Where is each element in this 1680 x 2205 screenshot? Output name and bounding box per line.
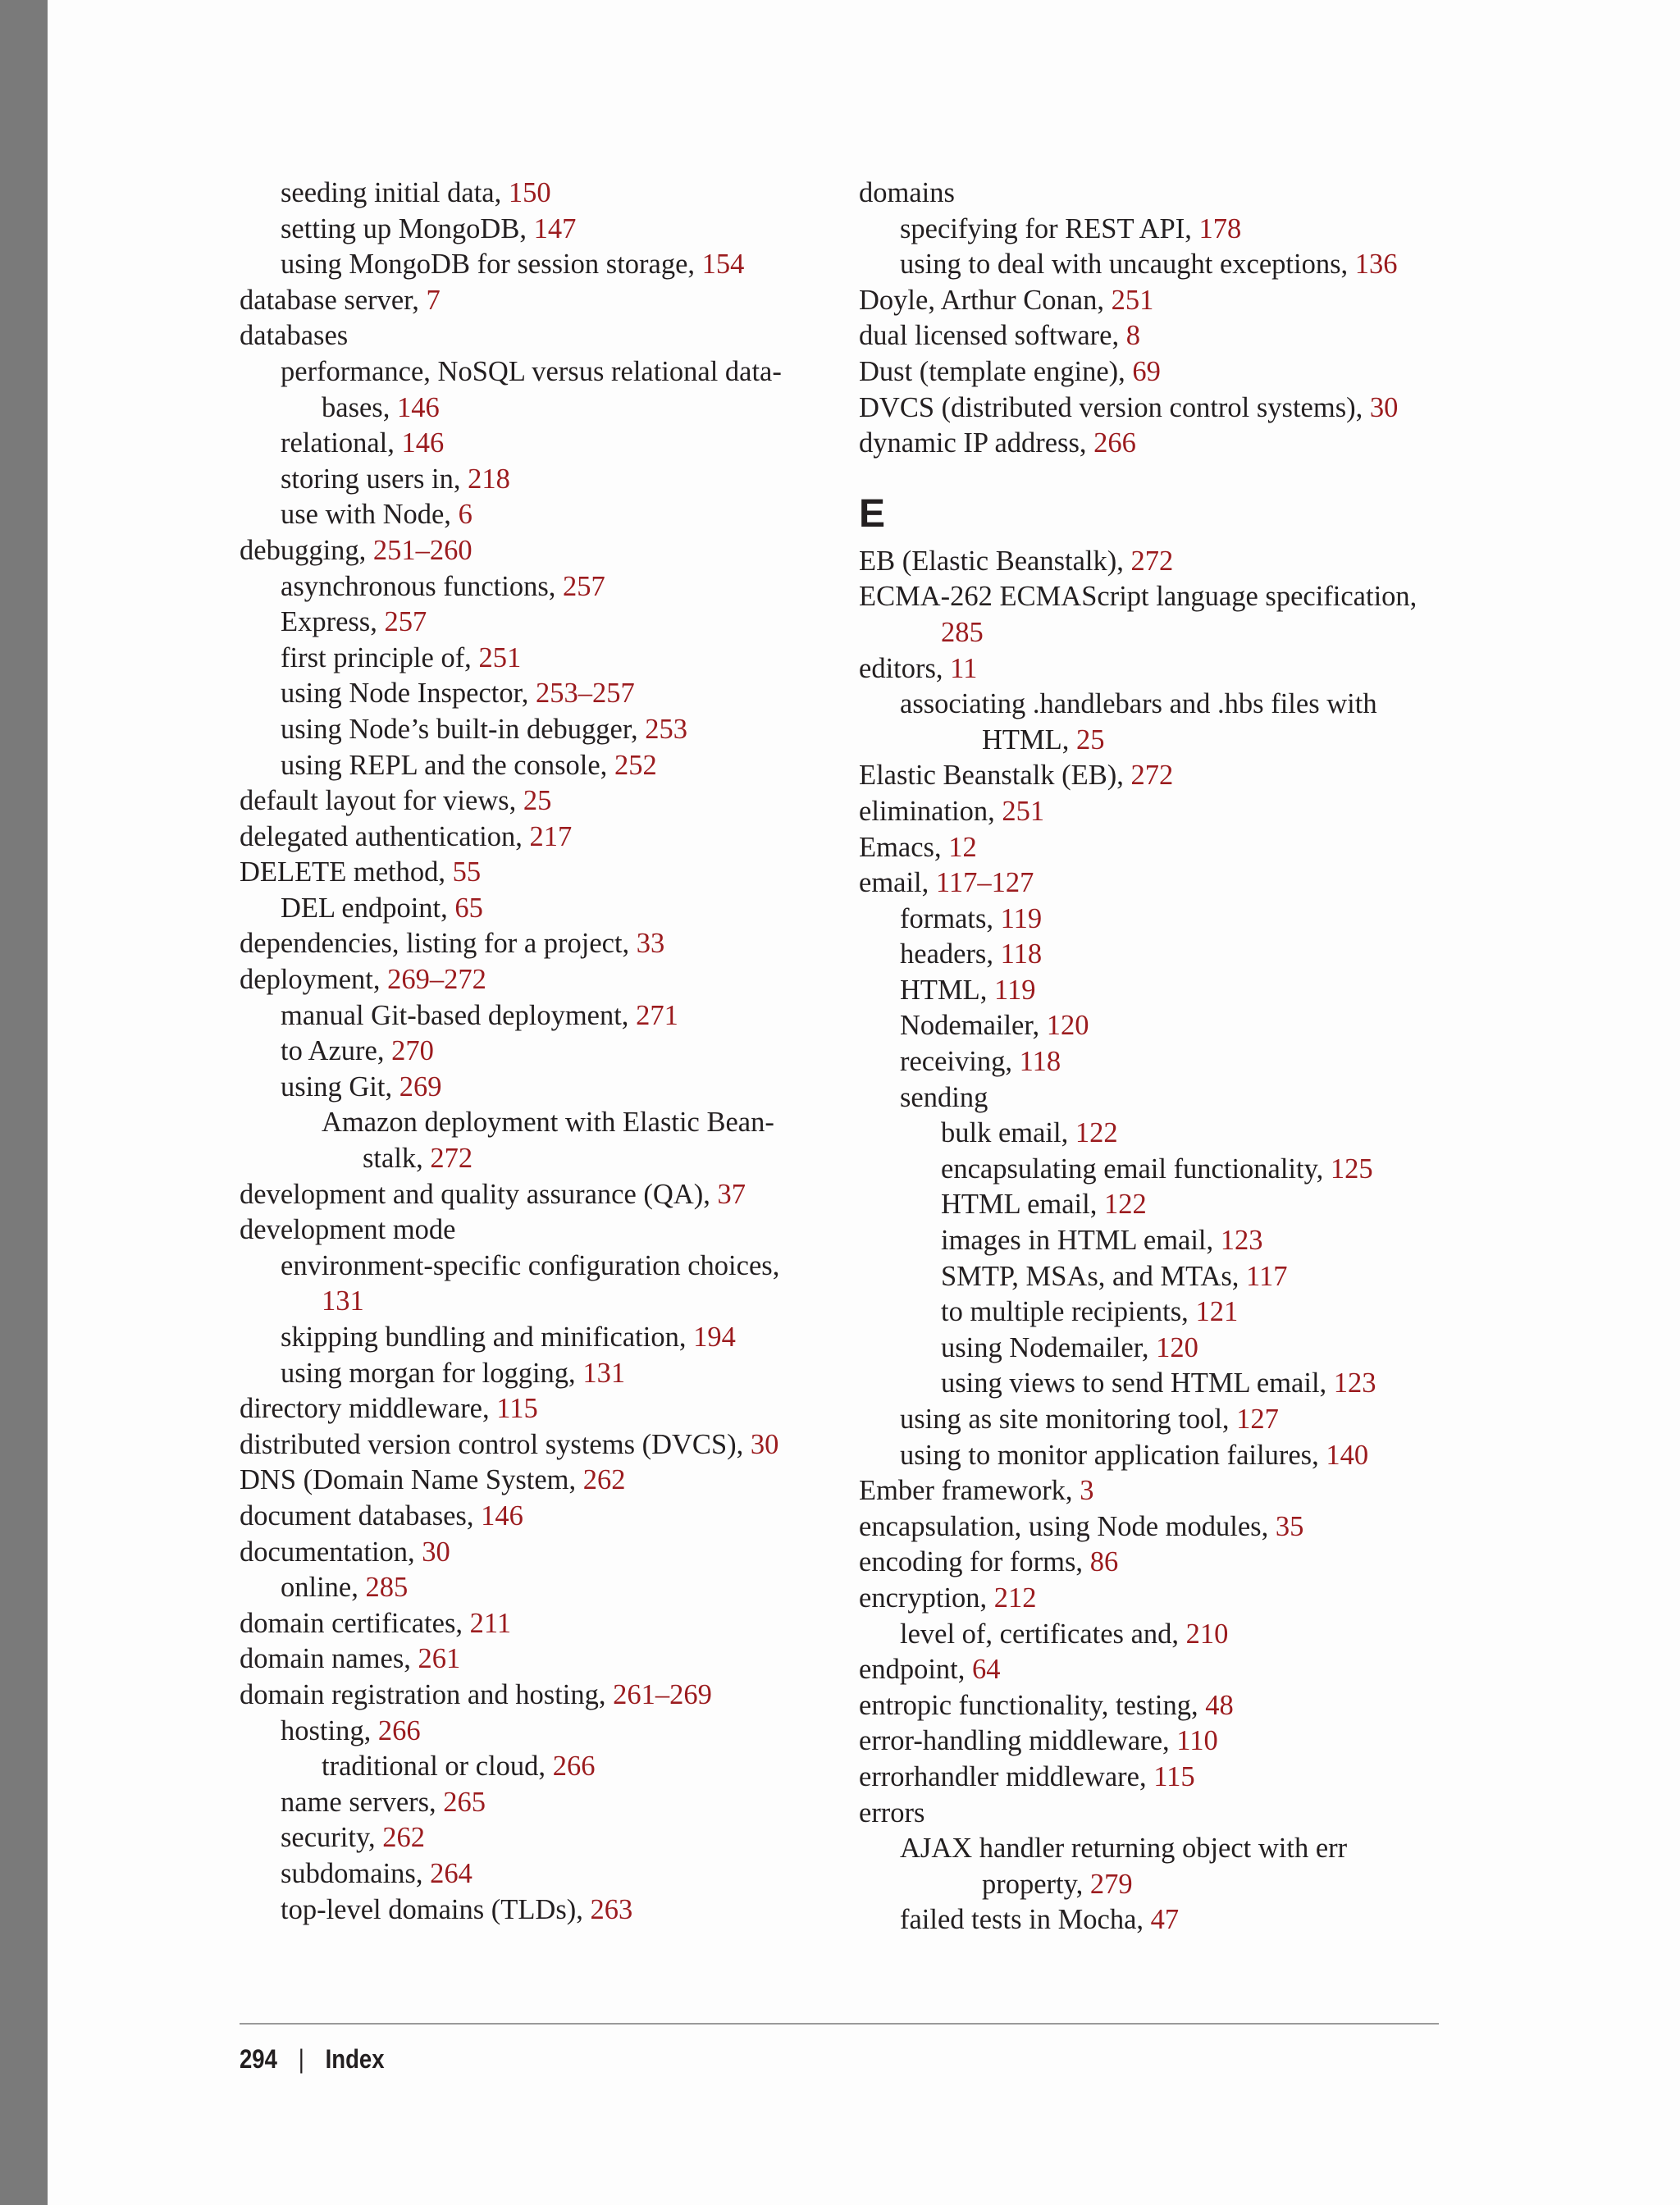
page-reference-link[interactable]: 37 [717, 1178, 746, 1210]
index-entry [240, 1641, 814, 1678]
page-reference-link[interactable]: 123 [1333, 1367, 1376, 1399]
entry-term: headers, [900, 938, 1001, 970]
index-entry [240, 1391, 814, 1427]
entry-term: using as site monitoring tool, [900, 1404, 1237, 1435]
index-entry [240, 426, 814, 462]
entry-term: DEL endpoint, [281, 892, 455, 924]
index-entry [859, 1867, 1449, 1903]
entry-term: HTML, [900, 974, 994, 1006]
entry-term: SMTP, MSAs, and MTAs, [941, 1260, 1247, 1292]
index-entry [240, 354, 814, 390]
entry-term: using Node’s built-in debugger, [281, 713, 646, 745]
index-entry [859, 544, 1449, 580]
index-entry [859, 283, 1449, 319]
page-reference-link[interactable]: 7 [426, 284, 441, 316]
index-entry [240, 926, 814, 962]
entry-term: debugging, [240, 534, 373, 566]
page-reference-link[interactable]: 269–272 [387, 964, 486, 996]
page-reference-link[interactable]: 33 [636, 928, 665, 960]
entry-term: development and quality assurance (QA), [240, 1178, 718, 1210]
page-reference-link[interactable]: 140 [1326, 1439, 1369, 1471]
entry-term: error-handling middleware, [859, 1725, 1177, 1757]
index-entry [240, 1177, 814, 1213]
scan-gutter [0, 0, 48, 2205]
page-reference-link[interactable]: 12 [948, 831, 977, 863]
page-reference-link[interactable]: 11 [950, 652, 978, 684]
page-reference-link[interactable]: 47 [1150, 1904, 1180, 1936]
entry-term: bases, [322, 391, 397, 423]
page-reference-link[interactable]: 285 [365, 1572, 409, 1604]
page-reference-link[interactable]: 154 [701, 249, 745, 281]
entry-term: failed tests in Mocha, [900, 1904, 1151, 1936]
entry-term: using Git, [281, 1071, 399, 1102]
index-entry [859, 1223, 1449, 1259]
index-entry [859, 579, 1449, 615]
index-entry [859, 1723, 1449, 1760]
entry-list-e [859, 544, 1449, 1938]
entry-term: Ember framework, [859, 1475, 1080, 1507]
entry-term: domain registration and hosting, [240, 1678, 614, 1710]
section-heading-e: E [859, 491, 886, 536]
entry-term: encryption, [859, 1582, 994, 1614]
page-reference-link[interactable]: 55 [452, 856, 482, 888]
index-entry [240, 1249, 814, 1285]
page-reference-link[interactable]: 146 [401, 427, 445, 459]
entry-term: errorhandler middleware, [859, 1760, 1154, 1792]
entry-term: using Nodemailer, [941, 1331, 1157, 1363]
entry-term: development mode [240, 1214, 456, 1246]
index-entry [859, 723, 1449, 759]
page-reference-link[interactable]: 118 [1000, 938, 1043, 970]
page-reference-link[interactable]: 123 [1220, 1225, 1263, 1257]
index-entry [240, 1034, 814, 1070]
index-entry [859, 1581, 1449, 1617]
index-entry [859, 1796, 1449, 1832]
entry-term: DNS (Domain Name System, [240, 1464, 583, 1496]
page-reference-link[interactable]: 285 [941, 616, 984, 648]
index-entry [859, 1331, 1449, 1367]
index-entry [240, 533, 814, 569]
index-entry [859, 1402, 1449, 1438]
entry-term: images in HTML email, [941, 1225, 1221, 1257]
index-entry [240, 283, 814, 319]
entry-term: using morgan for logging, [281, 1357, 583, 1389]
index-entry [859, 1187, 1449, 1223]
entry-term: use with Node, [281, 499, 459, 531]
page-reference-link[interactable]: 150 [508, 177, 551, 208]
index-entry [859, 1438, 1449, 1474]
page-reference-link[interactable]: 265 [443, 1786, 486, 1818]
index-entry [240, 1856, 814, 1892]
index-entry [859, 794, 1449, 830]
index-entry [240, 1535, 814, 1571]
page-reference-link[interactable]: 271 [636, 999, 678, 1031]
index-entry [240, 1427, 814, 1463]
entry-term: domains [859, 177, 955, 208]
page-reference-link[interactable]: 272 [1130, 760, 1174, 792]
index-entry [240, 1212, 814, 1249]
index-entry [859, 1652, 1449, 1688]
page-reference-link[interactable]: 30 [1369, 391, 1399, 423]
index-entry [859, 1473, 1449, 1509]
entry-term: Dust (template engine), [859, 355, 1133, 387]
index-entry [859, 390, 1449, 427]
index-entry [240, 1284, 814, 1320]
page-reference-link[interactable]: 263 [590, 1893, 633, 1925]
entry-term: encoding for forms, [859, 1546, 1090, 1578]
page-reference-link[interactable]: 120 [1046, 1010, 1089, 1042]
entry-term: using views to send HTML email, [941, 1367, 1334, 1399]
page-reference-link[interactable]: 266 [377, 1714, 421, 1746]
page-reference-link[interactable]: 257 [384, 606, 427, 638]
index-entry [240, 1463, 814, 1499]
page-reference-link[interactable]: 272 [430, 1143, 473, 1175]
page-reference-link[interactable]: 266 [552, 1751, 596, 1783]
entry-term: name servers, [281, 1786, 444, 1818]
page-reference-link[interactable]: 131 [322, 1285, 364, 1317]
entry-term: property, [982, 1868, 1090, 1900]
page-reference-link[interactable]: 110 [1176, 1725, 1218, 1757]
page-reference-link[interactable]: 25 [1076, 724, 1105, 756]
index-entry [859, 426, 1449, 462]
index-entry [859, 1259, 1449, 1295]
entry-term: Nodemailer, [900, 1010, 1047, 1042]
index-entry [859, 1688, 1449, 1724]
index-entry [240, 318, 814, 354]
page-reference-link[interactable]: 270 [391, 1035, 434, 1067]
page-reference-link[interactable]: 119 [1000, 902, 1043, 934]
page-reference-link[interactable]: 146 [481, 1500, 523, 1532]
entry-term: manual Git-based deployment, [281, 999, 637, 1031]
page-footer [240, 2043, 385, 2075]
index-entry [240, 748, 814, 784]
entry-term: email, [859, 867, 936, 899]
index-entry [859, 176, 1449, 212]
page-reference-link[interactable]: 251 [1111, 284, 1154, 316]
entry-term: online, [281, 1572, 366, 1604]
entry-term: elimination, [859, 795, 1002, 827]
entry-term: bulk email, [941, 1117, 1075, 1149]
page-reference-link[interactable]: 8 [1125, 320, 1140, 352]
page-reference-link[interactable]: 48 [1205, 1689, 1234, 1721]
entry-term: relational, [281, 427, 402, 459]
index-column-right [859, 176, 1449, 1938]
page-reference-link[interactable]: 252 [614, 749, 657, 781]
entry-term: storing users in, [281, 463, 468, 495]
index-entry [240, 1892, 814, 1929]
index-entry [859, 212, 1449, 248]
entry-term: to Azure, [281, 1035, 392, 1067]
page-reference-link[interactable]: 115 [496, 1393, 538, 1425]
page-reference-link[interactable]: 65 [454, 892, 483, 924]
page-reference-link[interactable]: 262 [382, 1822, 425, 1854]
entry-term: distributed version control systems (DVCS), [240, 1428, 751, 1460]
entry-term: DELETE method, [240, 856, 453, 888]
section-name: Index [325, 2044, 385, 2074]
index-entry [859, 318, 1449, 354]
index-entry [859, 1545, 1449, 1581]
page-reference-link[interactable]: 30 [750, 1428, 779, 1460]
index-entry [859, 615, 1449, 651]
entry-term: databases [240, 320, 349, 352]
entry-term: using to monitor application failures, [900, 1439, 1326, 1471]
page-reference-link[interactable]: 264 [430, 1857, 472, 1889]
index-entry [859, 1760, 1449, 1796]
page-reference-link[interactable]: 218 [468, 463, 510, 495]
entry-term: editors, [859, 652, 951, 684]
page-reference-link[interactable]: 251–260 [372, 534, 472, 566]
index-entry [859, 247, 1449, 283]
index-entry [240, 176, 814, 212]
entry-term: entropic functionality, testing, [859, 1689, 1206, 1721]
page-reference-link[interactable]: 251 [1002, 795, 1045, 827]
entry-term: domain certificates, [240, 1607, 470, 1639]
page-reference-link[interactable]: 211 [469, 1607, 512, 1639]
index-entry [240, 212, 814, 248]
index-entry [240, 1820, 814, 1856]
index-entry [859, 1008, 1449, 1044]
entry-term: traditional or cloud, [322, 1751, 553, 1783]
index-entry [240, 1749, 814, 1785]
index-entry [240, 1606, 814, 1642]
index-entry [859, 830, 1449, 866]
page-reference-link[interactable]: 122 [1103, 1189, 1147, 1221]
index-entry [859, 937, 1449, 973]
footer-rule [240, 2023, 1439, 2025]
entry-term: HTML email, [941, 1189, 1104, 1221]
entry-term: dual licensed software, [859, 320, 1126, 352]
index-entry [240, 1714, 814, 1750]
entry-term: encapsulating email functionality, [941, 1153, 1331, 1185]
page-reference-link[interactable]: 118 [1019, 1046, 1061, 1078]
page-reference-link[interactable]: 125 [1330, 1153, 1373, 1185]
index-entry [240, 497, 814, 533]
page-reference-link[interactable]: 117 [1246, 1260, 1288, 1292]
entry-term: using to deal with uncaught exceptions, [900, 249, 1355, 281]
entry-term: formats, [900, 902, 1001, 934]
entry-term: seeding initial data, [281, 177, 509, 208]
page-reference-link[interactable]: 272 [1130, 545, 1174, 577]
index-entry [240, 390, 814, 427]
index-entry [240, 962, 814, 998]
index-entry [859, 1116, 1449, 1152]
page-reference-link[interactable]: 253 [645, 713, 687, 745]
entry-term: errors [859, 1796, 925, 1828]
entry-term: setting up MongoDB, [281, 212, 534, 244]
page-reference-link[interactable]: 253–257 [535, 678, 635, 710]
entry-term: Doyle, Arthur Conan, [859, 284, 1112, 316]
page-reference-link[interactable]: 131 [582, 1357, 626, 1389]
entry-term: using Node Inspector, [281, 678, 536, 710]
index-entry [859, 865, 1449, 902]
index-entry [240, 1070, 814, 1106]
page-reference-link[interactable]: 178 [1198, 212, 1242, 244]
index-entry [240, 1570, 814, 1606]
page-reference-link[interactable]: 217 [529, 820, 573, 852]
index-entry [240, 1785, 814, 1821]
index-entry [240, 462, 814, 498]
index-entry [240, 641, 814, 677]
page-reference-link[interactable]: 136 [1354, 249, 1398, 281]
entry-term: AJAX handler returning object with err [900, 1833, 1348, 1865]
entry-term: level of, certificates and, [900, 1618, 1186, 1650]
entry-term: associating .handlebars and .hbs files with [900, 688, 1377, 720]
index-entry [859, 1080, 1449, 1116]
entry-term: Amazon deployment with Elastic Bean- [322, 1107, 774, 1139]
index-entry [240, 1105, 814, 1141]
index-entry [859, 687, 1449, 723]
entry-term: stalk, [363, 1143, 431, 1175]
index-entry [859, 1044, 1449, 1080]
page-reference-link[interactable]: 122 [1075, 1117, 1118, 1149]
entry-term: HTML, [982, 724, 1076, 756]
entry-term: top-level domains (TLDs), [281, 1893, 591, 1925]
page-reference-link[interactable]: 25 [523, 785, 552, 817]
page-reference-link[interactable]: 117–127 [935, 867, 1034, 899]
index-entry [240, 998, 814, 1034]
page-reference-link[interactable]: 194 [693, 1322, 736, 1353]
entry-term: receiving, [900, 1046, 1020, 1078]
page-reference-link[interactable]: 115 [1153, 1760, 1195, 1792]
page-reference-link[interactable]: 120 [1156, 1331, 1198, 1363]
index-entry [240, 712, 814, 748]
index-entry [859, 1509, 1449, 1545]
entry-list-d [859, 176, 1449, 462]
page-reference-link[interactable]: 279 [1089, 1868, 1133, 1900]
index-entry [859, 1366, 1449, 1402]
index-entry [859, 1294, 1449, 1331]
entry-term: documentation, [240, 1536, 422, 1568]
page-reference-link[interactable]: 210 [1185, 1618, 1229, 1650]
index-entry [859, 1831, 1449, 1867]
entry-term: directory middleware, [240, 1393, 497, 1425]
entry-term: database server, [240, 284, 427, 316]
entry-term: performance, NoSQL versus relational data- [281, 355, 782, 387]
entry-term: default layout for views, [240, 785, 523, 817]
index-entry [240, 855, 814, 891]
index-entry [240, 1678, 814, 1714]
page-reference-link[interactable]: 69 [1132, 355, 1161, 387]
index-column-left [240, 176, 814, 1928]
page-reference-link[interactable]: 35 [1275, 1510, 1304, 1542]
page-reference-link[interactable]: 251 [478, 641, 522, 673]
page-reference-link[interactable]: 127 [1236, 1404, 1279, 1435]
page-reference-link[interactable]: 86 [1089, 1546, 1119, 1578]
entry-term: subdomains, [281, 1857, 431, 1889]
entry-term: first principle of, [281, 641, 479, 673]
page-reference-link[interactable]: 212 [993, 1582, 1037, 1614]
entry-term: Emacs, [859, 831, 949, 863]
entry-term: dependencies, listing for a project, [240, 928, 637, 960]
index-entry [240, 1499, 814, 1535]
entry-term: document databases, [240, 1500, 482, 1532]
index-entry [859, 758, 1449, 794]
footer-separator: | [298, 2044, 304, 2074]
entry-term: using REPL and the console, [281, 749, 614, 781]
entry-term: security, [281, 1822, 383, 1854]
entry-term: skipping bundling and minification, [281, 1322, 694, 1353]
index-entry [859, 973, 1449, 1009]
index-entry [240, 819, 814, 856]
entry-term: encapsulation, using Node modules, [859, 1510, 1276, 1542]
entry-term: asynchronous functions, [281, 570, 563, 602]
page-reference-link[interactable]: 30 [422, 1536, 450, 1568]
entry-term: EB (Elastic Beanstalk), [859, 545, 1131, 577]
entry-term: using MongoDB for session storage, [281, 249, 702, 281]
page-reference-link[interactable]: 261–269 [613, 1678, 712, 1710]
entry-term: Elastic Beanstalk (EB), [859, 760, 1131, 792]
entry-term: delegated authentication, [240, 820, 530, 852]
page-number: 294 [240, 2044, 277, 2074]
page-reference-link[interactable]: 257 [563, 570, 605, 602]
entry-list-left [240, 176, 814, 1928]
index-entry [240, 1356, 814, 1392]
entry-term: Express, [281, 606, 385, 638]
entry-term: specifying for REST API, [900, 212, 1199, 244]
entry-term: DVCS (distributed version control systems), [859, 391, 1370, 423]
index-entry [240, 605, 814, 641]
page-reference-link[interactable]: 261 [418, 1643, 461, 1675]
index-entry [240, 891, 814, 927]
index-entry [859, 1617, 1449, 1653]
index-entry [240, 676, 814, 712]
index-entry [859, 1902, 1449, 1938]
entry-term: environment-specific configuration choices, [281, 1249, 780, 1281]
page-reference-link[interactable]: 121 [1195, 1296, 1239, 1328]
entry-term: domain names, [240, 1643, 418, 1675]
page-reference-link[interactable]: 262 [582, 1464, 626, 1496]
page-reference-link[interactable]: 146 [396, 391, 440, 423]
index-entry [859, 651, 1449, 687]
index-entry [859, 1152, 1449, 1188]
index-entry [240, 1141, 814, 1177]
page-reference-link[interactable]: 64 [971, 1654, 1001, 1686]
index-entry [240, 569, 814, 605]
page-reference-link[interactable]: 6 [458, 499, 472, 531]
entry-term: to multiple recipients, [941, 1296, 1196, 1328]
entry-term: hosting, [281, 1714, 378, 1746]
index-entry [240, 247, 814, 283]
page-reference-link[interactable]: 147 [533, 212, 577, 244]
index-entry [240, 783, 814, 819]
entry-term: dynamic IP address, [859, 427, 1094, 459]
page-reference-link[interactable]: 266 [1093, 427, 1136, 459]
index-entry [859, 354, 1449, 390]
entry-term: endpoint, [859, 1654, 972, 1686]
entry-term: deployment, [240, 964, 388, 996]
page-reference-link[interactable]: 269 [399, 1071, 442, 1102]
page-reference-link[interactable]: 119 [994, 974, 1036, 1006]
entry-term: ECMA-262 ECMAScript language specification, [859, 581, 1418, 613]
entry-term: sending [900, 1081, 988, 1113]
index-entry [240, 1320, 814, 1356]
page-reference-link[interactable]: 3 [1080, 1475, 1094, 1507]
index-entry [859, 902, 1449, 938]
